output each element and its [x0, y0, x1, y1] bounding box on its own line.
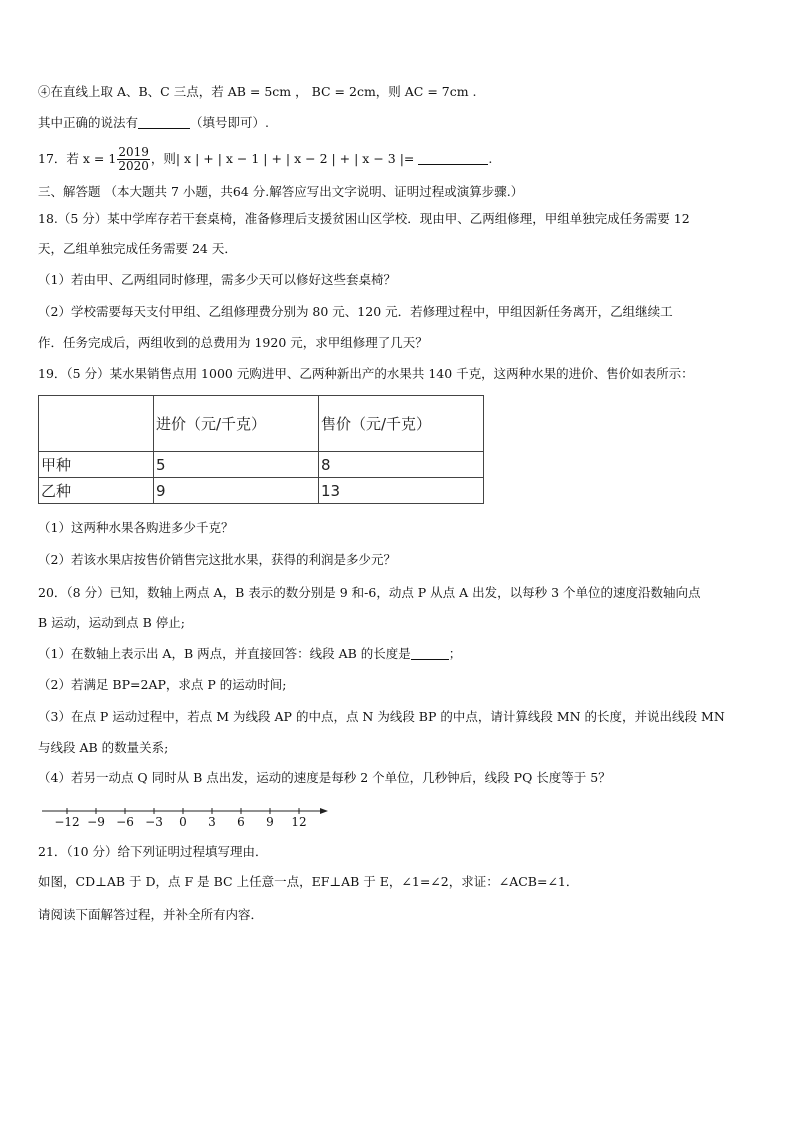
q17-end: . [488, 151, 493, 166]
number-line-tick-label: 12 [291, 815, 307, 829]
q20-answer-blank [411, 647, 449, 660]
q20-part-3-line-2: 与线段 AB 的数量关系; [38, 740, 169, 755]
section-3-heading: 三、解答题 （本大题共 7 小题，共64 分.解答应写出文字说明、证明过程或演算步骤.） [38, 184, 524, 199]
q20-part-4: （4）若另一动点 Q 同时从 B 点出发，运动的速度是每秒 2 个单位，几秒钟后，线段 PQ 长度等于 5？ [38, 770, 611, 785]
q18-line-2: 天，乙组单独完成任务需要 24 天． [38, 241, 237, 256]
question-17 [38, 146, 492, 173]
q20-line-1: 20．（8 分）已知，数轴上两点 A，B 表示的数分别是 9 和-6，动点 P 从点 A 出发，以每秒 3 个单位的速度沿数轴向点 [38, 585, 701, 600]
q18-part-2-line-1: （2）学校需要每天支付甲组、乙组修理费分别为 80 元、120 元．若修理过程中，甲组因新任务离开，乙组继续工 [38, 304, 673, 319]
number-line-tick-label: −6 [116, 815, 134, 829]
number-line [40, 803, 330, 829]
fill-instruction-hint: （填号即可）. [190, 115, 269, 130]
number-line-arrow [320, 808, 328, 814]
q20-part-1-text: （1）在数轴上表示出 A，B 两点，并直接回答：线段 AB 的长度是 [38, 646, 411, 661]
q17-answer-blank [418, 152, 488, 165]
q19-part-1: （1）这两种水果各购进多少千克？ [38, 520, 234, 535]
number-line-tick-label: 9 [266, 815, 274, 829]
table-cell: 乙种 [39, 478, 154, 504]
table-row [39, 452, 484, 478]
question-19: 19．（5 分）某水果销售点用 1000 元购进甲、乙两种新出产的水果共 140 千克，这两种水果的进价、售价如表所示： [38, 366, 694, 381]
q18-part-2-line-2: 作．任务完成后，两组收到的总费用为 1920 元，求甲组修理了几天？ [38, 335, 428, 350]
q17-expression: ，则| x | + | x − 1 | + | x − 2 | + | x − 3 |= [150, 151, 419, 166]
statement-4: ④在直线上取 A、B、C 三点，若 AB = 5cm ， BC = 2cm，则 AC = 7cm . [38, 84, 477, 99]
fill-instruction-text: 其中正确的说法有 [38, 115, 139, 130]
table-cell: 甲种 [39, 452, 154, 478]
q17-fraction [117, 146, 150, 173]
q20-part-1 [38, 645, 461, 663]
table-cell: 5 [154, 452, 319, 478]
number-line-tick-label: 6 [237, 815, 245, 829]
table-header-cell: 售价（元/千克） [319, 396, 484, 452]
fill-instruction [38, 114, 269, 132]
q20-part-2: （2）若满足 BP=2AP，求点 P 的运动时间; [38, 677, 287, 692]
q17-prefix: 17．若 x = 1 [38, 151, 117, 166]
table-cell: 9 [154, 478, 319, 504]
q20-part-1-end: ； [448, 646, 462, 661]
q17-denominator: 2020 [118, 159, 149, 173]
table-row [39, 478, 484, 504]
number-line-tick-label: 0 [179, 815, 187, 829]
table-header-cell [39, 396, 154, 452]
q17-numerator: 2019 [118, 145, 149, 159]
table-cell: 13 [319, 478, 484, 504]
number-line-tick-label: −3 [145, 815, 163, 829]
q20-part-3-line-1: （3）在点 P 运动过程中，若点 M 为线段 AP 的中点，点 N 为线段 BP 的中点，请计算线段 MN 的长度，并说出线段 MN [38, 709, 725, 724]
number-line-tick-label: −12 [54, 815, 80, 829]
number-line-tick-label: −9 [87, 815, 105, 829]
table-header-cell: 进价（元/千克） [154, 396, 319, 452]
fruit-price-table [38, 395, 484, 504]
q21-title: 21．（10 分）给下列证明过程填写理由． [38, 844, 268, 859]
q21-description: 如图，CD⊥AB 于 D，点 F 是 BC 上任意一点，EF⊥AB 于 E，∠1=∠2，求证：∠ACB=∠1． [38, 874, 579, 889]
q21-instruction: 请阅读下面解答过程，并补全所有内容． [38, 907, 264, 922]
number-line-tick-label: 3 [208, 815, 216, 829]
q20-line-2: B 运动，运动到点 B 停止; [38, 615, 186, 630]
table-header-row [39, 396, 484, 452]
q18-part-1: （1）若由甲、乙两组同时修理，需多少天可以修好这些套桌椅？ [38, 272, 396, 287]
q18-line-1: 18.（5 分）某中学库存若干套桌椅，准备修理后支援贫困山区学校．现由甲、乙两组修理，甲组单独完成任务需要 12 [38, 211, 690, 226]
q19-part-2: （2）若该水果店按售价销售完这批水果，获得的利润是多少元？ [38, 552, 396, 567]
table-cell: 8 [319, 452, 484, 478]
answer-blank [138, 116, 190, 129]
